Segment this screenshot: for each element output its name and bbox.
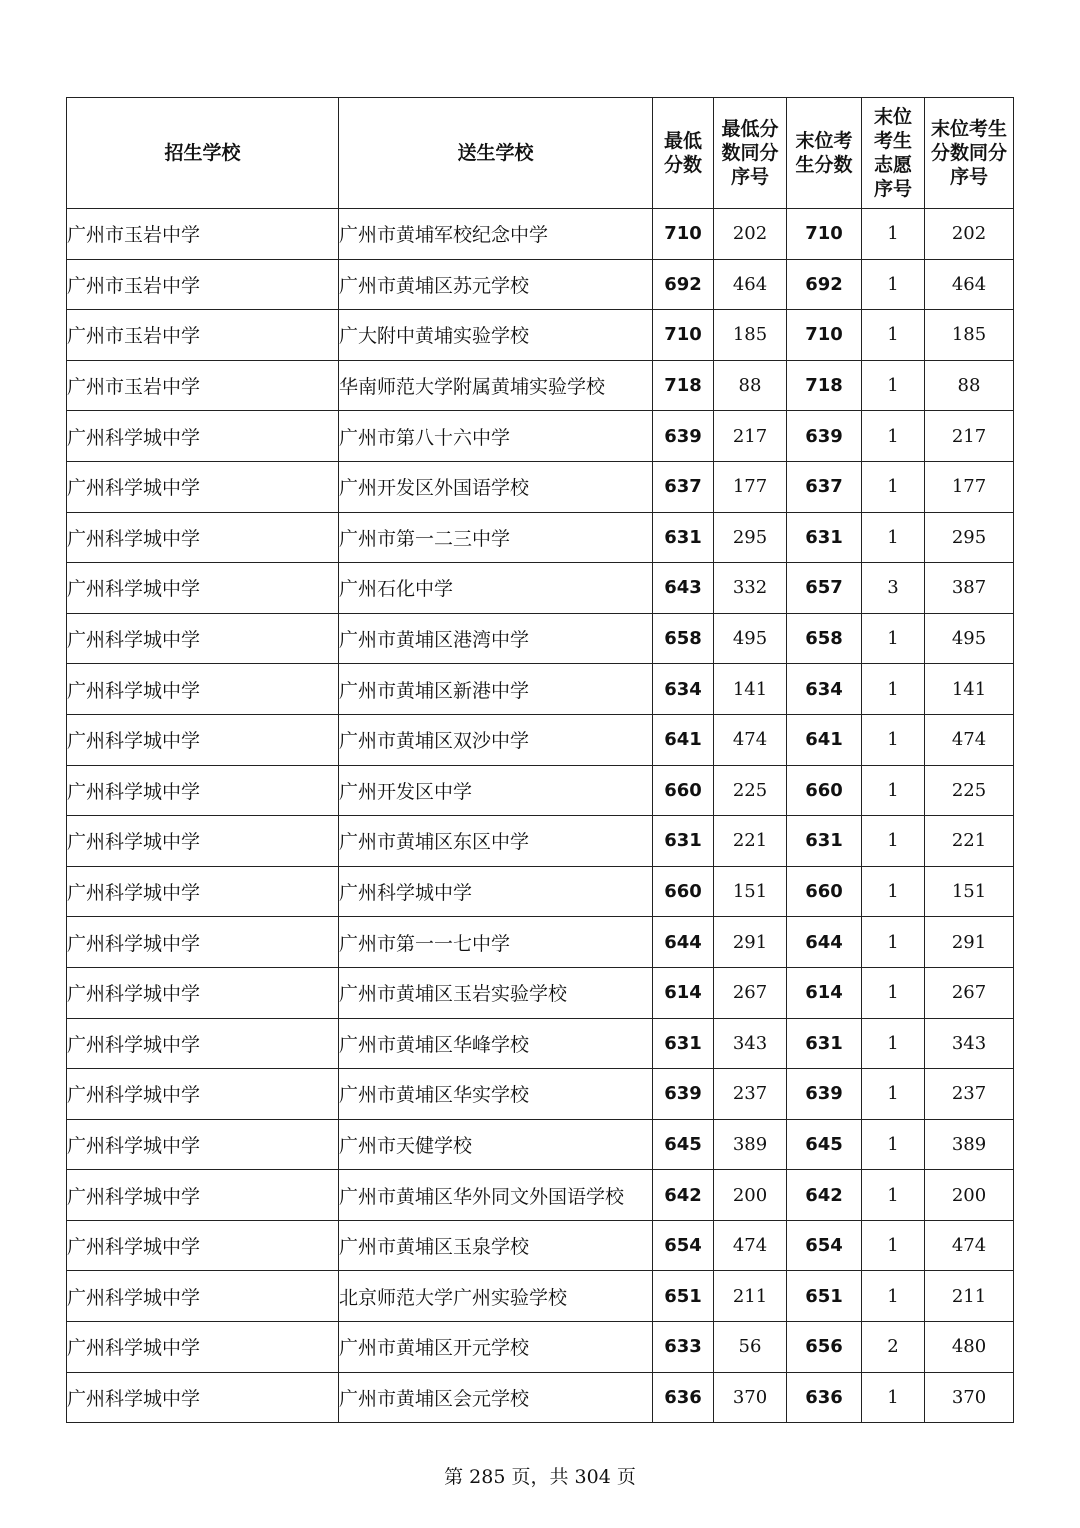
preference-rank-cell: 1 <box>862 1018 925 1069</box>
last-student-score-cell: 637 <box>787 461 862 512</box>
preference-rank-cell: 1 <box>862 259 925 310</box>
header-last-student-tie-rank: 末位考生 分数同分 序号 <box>925 98 1014 209</box>
table-row <box>67 866 1014 917</box>
min-score-tie-rank-cell: 177 <box>714 461 787 512</box>
min-score-cell: 645 <box>653 1119 714 1170</box>
last-student-score-cell: 718 <box>787 360 862 411</box>
last-student-score-cell: 634 <box>787 664 862 715</box>
enrolling-school-cell: 广州科学城中学 <box>67 1271 339 1322</box>
preference-rank-cell: 2 <box>862 1322 925 1373</box>
min-score-cell: 643 <box>653 563 714 614</box>
min-score-cell: 633 <box>653 1322 714 1373</box>
min-score-cell: 654 <box>653 1220 714 1271</box>
preference-rank-cell: 1 <box>862 816 925 867</box>
table-row <box>67 1372 1014 1423</box>
table-row <box>67 411 1014 462</box>
table-row <box>67 1271 1014 1322</box>
min-score-cell: 639 <box>653 411 714 462</box>
enrolling-school-cell: 广州科学城中学 <box>67 411 339 462</box>
table-row <box>67 765 1014 816</box>
min-score-cell: 637 <box>653 461 714 512</box>
last-student-tie-rank-cell: 343 <box>925 1018 1014 1069</box>
sending-school-cell: 广州市黄埔军校纪念中学 <box>339 209 653 260</box>
preference-rank-cell: 1 <box>862 310 925 361</box>
enrolling-school-cell: 广州市玉岩中学 <box>67 310 339 361</box>
last-student-tie-rank-cell: 221 <box>925 816 1014 867</box>
last-student-tie-rank-cell: 495 <box>925 613 1014 664</box>
table-row <box>67 967 1014 1018</box>
sending-school-cell: 广州市黄埔区东区中学 <box>339 816 653 867</box>
last-student-score-cell: 710 <box>787 209 862 260</box>
table-row <box>67 917 1014 968</box>
last-student-tie-rank-cell: 474 <box>925 714 1014 765</box>
sending-school-cell: 广州市黄埔区港湾中学 <box>339 613 653 664</box>
preference-rank-cell: 1 <box>862 209 925 260</box>
sending-school-cell: 广州市黄埔区新港中学 <box>339 664 653 715</box>
enrolling-school-cell: 广州科学城中学 <box>67 1170 339 1221</box>
last-student-tie-rank-cell: 389 <box>925 1119 1014 1170</box>
preference-rank-cell: 1 <box>862 360 925 411</box>
min-score-tie-rank-cell: 267 <box>714 967 787 1018</box>
min-score-tie-rank-cell: 202 <box>714 209 787 260</box>
last-student-score-cell: 660 <box>787 765 862 816</box>
preference-rank-cell: 1 <box>862 1372 925 1423</box>
min-score-cell: 710 <box>653 310 714 361</box>
header-enrolling-school: 招生学校 <box>67 98 339 209</box>
enrolling-school-cell: 广州科学城中学 <box>67 866 339 917</box>
min-score-tie-rank-cell: 495 <box>714 613 787 664</box>
preference-rank-cell: 1 <box>862 461 925 512</box>
min-score-tie-rank-cell: 332 <box>714 563 787 614</box>
last-student-score-cell: 710 <box>787 310 862 361</box>
sending-school-cell: 广州市黄埔区华实学校 <box>339 1069 653 1120</box>
table-row <box>67 714 1014 765</box>
last-student-score-cell: 639 <box>787 1069 862 1120</box>
min-score-tie-rank-cell: 389 <box>714 1119 787 1170</box>
last-student-score-cell: 644 <box>787 917 862 968</box>
sending-school-cell: 华南师范大学附属黄埔实验学校 <box>339 360 653 411</box>
last-student-score-cell: 656 <box>787 1322 862 1373</box>
table-row <box>67 360 1014 411</box>
preference-rank-cell: 1 <box>862 1069 925 1120</box>
header-min-score-tie-rank: 最低分 数同分 序号 <box>714 98 787 209</box>
last-student-tie-rank-cell: 177 <box>925 461 1014 512</box>
table-row <box>67 613 1014 664</box>
table-row <box>67 259 1014 310</box>
enrolling-school-cell: 广州科学城中学 <box>67 1018 339 1069</box>
enrolling-school-cell: 广州科学城中学 <box>67 613 339 664</box>
enrolling-school-cell: 广州科学城中学 <box>67 1069 339 1120</box>
min-score-cell: 631 <box>653 512 714 563</box>
page-number-footer: 第 285 页，共 304 页 <box>444 1466 636 1488</box>
sending-school-cell: 北京师范大学广州实验学校 <box>339 1271 653 1322</box>
preference-rank-cell: 1 <box>862 714 925 765</box>
table-row <box>67 816 1014 867</box>
table-body <box>67 209 1014 1423</box>
preference-rank-cell: 1 <box>862 1220 925 1271</box>
preference-rank-cell: 1 <box>862 765 925 816</box>
min-score-tie-rank-cell: 474 <box>714 1220 787 1271</box>
last-student-tie-rank-cell: 225 <box>925 765 1014 816</box>
header-last-student-score: 末位考 生分数 <box>787 98 862 209</box>
table-row <box>67 1220 1014 1271</box>
min-score-tie-rank-cell: 141 <box>714 664 787 715</box>
enrolling-school-cell: 广州科学城中学 <box>67 816 339 867</box>
last-student-tie-rank-cell: 200 <box>925 1170 1014 1221</box>
min-score-tie-rank-cell: 217 <box>714 411 787 462</box>
sending-school-cell: 广州科学城中学 <box>339 866 653 917</box>
last-student-tie-rank-cell: 295 <box>925 512 1014 563</box>
table-row <box>67 310 1014 361</box>
sending-school-cell: 广州市黄埔区开元学校 <box>339 1322 653 1373</box>
min-score-tie-rank-cell: 291 <box>714 917 787 968</box>
min-score-cell: 639 <box>653 1069 714 1120</box>
last-student-score-cell: 639 <box>787 411 862 462</box>
table-row <box>67 1018 1014 1069</box>
min-score-cell: 658 <box>653 613 714 664</box>
last-student-score-cell: 651 <box>787 1271 862 1322</box>
table-row <box>67 209 1014 260</box>
enrolling-school-cell: 广州科学城中学 <box>67 664 339 715</box>
enrolling-school-cell: 广州科学城中学 <box>67 512 339 563</box>
preference-rank-cell: 1 <box>862 967 925 1018</box>
sending-school-cell: 广州市第一一七中学 <box>339 917 653 968</box>
enrolling-school-cell: 广州科学城中学 <box>67 1119 339 1170</box>
sending-school-cell: 广州市黄埔区玉岩实验学校 <box>339 967 653 1018</box>
sending-school-cell: 广州市黄埔区苏元学校 <box>339 259 653 310</box>
preference-rank-cell: 1 <box>862 1170 925 1221</box>
last-student-tie-rank-cell: 464 <box>925 259 1014 310</box>
min-score-cell: 614 <box>653 967 714 1018</box>
enrolling-school-cell: 广州科学城中学 <box>67 917 339 968</box>
min-score-cell: 642 <box>653 1170 714 1221</box>
enrolling-school-cell: 广州科学城中学 <box>67 714 339 765</box>
last-student-score-cell: 654 <box>787 1220 862 1271</box>
table-row <box>67 1322 1014 1373</box>
last-student-score-cell: 614 <box>787 967 862 1018</box>
min-score-cell: 651 <box>653 1271 714 1322</box>
min-score-cell: 660 <box>653 866 714 917</box>
last-student-score-cell: 636 <box>787 1372 862 1423</box>
enrolling-school-cell: 广州科学城中学 <box>67 461 339 512</box>
table-row <box>67 1069 1014 1120</box>
min-score-cell: 692 <box>653 259 714 310</box>
min-score-tie-rank-cell: 221 <box>714 816 787 867</box>
enrolling-school-cell: 广州科学城中学 <box>67 967 339 1018</box>
last-student-score-cell: 657 <box>787 563 862 614</box>
enrolling-school-cell: 广州市玉岩中学 <box>67 360 339 411</box>
last-student-tie-rank-cell: 370 <box>925 1372 1014 1423</box>
enrolling-school-cell: 广州科学城中学 <box>67 1322 339 1373</box>
last-student-score-cell: 631 <box>787 512 862 563</box>
min-score-cell: 636 <box>653 1372 714 1423</box>
min-score-cell: 644 <box>653 917 714 968</box>
last-student-score-cell: 660 <box>787 866 862 917</box>
sending-school-cell: 广州开发区中学 <box>339 765 653 816</box>
min-score-cell: 641 <box>653 714 714 765</box>
table-header-row <box>67 98 1014 209</box>
sending-school-cell: 广州市黄埔区华峰学校 <box>339 1018 653 1069</box>
sending-school-cell: 广州市黄埔区双沙中学 <box>339 714 653 765</box>
enrolling-school-cell: 广州科学城中学 <box>67 1220 339 1271</box>
last-student-score-cell: 645 <box>787 1119 862 1170</box>
sending-school-cell: 广州市天健学校 <box>339 1119 653 1170</box>
min-score-cell: 710 <box>653 209 714 260</box>
enrolling-school-cell: 广州科学城中学 <box>67 765 339 816</box>
header-last-student-preference-rank: 末位 考生 志愿 序号 <box>862 98 925 209</box>
last-student-score-cell: 631 <box>787 816 862 867</box>
last-student-score-cell: 658 <box>787 613 862 664</box>
enrolling-school-cell: 广州市玉岩中学 <box>67 209 339 260</box>
table-row <box>67 461 1014 512</box>
preference-rank-cell: 1 <box>862 613 925 664</box>
min-score-tie-rank-cell: 185 <box>714 310 787 361</box>
min-score-tie-rank-cell: 343 <box>714 1018 787 1069</box>
last-student-tie-rank-cell: 480 <box>925 1322 1014 1373</box>
min-score-tie-rank-cell: 464 <box>714 259 787 310</box>
min-score-tie-rank-cell: 370 <box>714 1372 787 1423</box>
enrolling-school-cell: 广州市玉岩中学 <box>67 259 339 310</box>
min-score-tie-rank-cell: 56 <box>714 1322 787 1373</box>
sending-school-cell: 广州市黄埔区华外同文外国语学校 <box>339 1170 653 1221</box>
preference-rank-cell: 1 <box>862 866 925 917</box>
last-student-tie-rank-cell: 151 <box>925 866 1014 917</box>
table-row <box>67 1170 1014 1221</box>
sending-school-cell: 广州开发区外国语学校 <box>339 461 653 512</box>
last-student-tie-rank-cell: 88 <box>925 360 1014 411</box>
last-student-score-cell: 692 <box>787 259 862 310</box>
last-student-tie-rank-cell: 217 <box>925 411 1014 462</box>
last-student-tie-rank-cell: 237 <box>925 1069 1014 1120</box>
sending-school-cell: 广州市第一二三中学 <box>339 512 653 563</box>
last-student-score-cell: 642 <box>787 1170 862 1221</box>
table-row <box>67 1119 1014 1170</box>
min-score-tie-rank-cell: 237 <box>714 1069 787 1120</box>
last-student-tie-rank-cell: 474 <box>925 1220 1014 1271</box>
min-score-cell: 718 <box>653 360 714 411</box>
last-student-tie-rank-cell: 267 <box>925 967 1014 1018</box>
enrolling-school-cell: 广州科学城中学 <box>67 1372 339 1423</box>
preference-rank-cell: 1 <box>862 917 925 968</box>
min-score-cell: 660 <box>653 765 714 816</box>
enrolling-school-cell: 广州科学城中学 <box>67 563 339 614</box>
preference-rank-cell: 1 <box>862 1119 925 1170</box>
preference-rank-cell: 1 <box>862 512 925 563</box>
min-score-cell: 631 <box>653 816 714 867</box>
sending-school-cell: 广州市黄埔区会元学校 <box>339 1372 653 1423</box>
min-score-cell: 631 <box>653 1018 714 1069</box>
table-row <box>67 664 1014 715</box>
preference-rank-cell: 1 <box>862 411 925 462</box>
last-student-score-cell: 631 <box>787 1018 862 1069</box>
preference-rank-cell: 1 <box>862 664 925 715</box>
min-score-tie-rank-cell: 200 <box>714 1170 787 1221</box>
min-score-tie-rank-cell: 151 <box>714 866 787 917</box>
preference-rank-cell: 1 <box>862 1271 925 1322</box>
sending-school-cell: 广大附中黄埔实验学校 <box>339 310 653 361</box>
sending-school-cell: 广州市第八十六中学 <box>339 411 653 462</box>
sending-school-cell: 广州石化中学 <box>339 563 653 614</box>
min-score-tie-rank-cell: 474 <box>714 714 787 765</box>
min-score-tie-rank-cell: 225 <box>714 765 787 816</box>
header-sending-school: 送生学校 <box>339 98 653 209</box>
header-min-score: 最低 分数 <box>653 98 714 209</box>
min-score-cell: 634 <box>653 664 714 715</box>
admission-score-table <box>66 97 1014 1423</box>
last-student-tie-rank-cell: 202 <box>925 209 1014 260</box>
last-student-tie-rank-cell: 141 <box>925 664 1014 715</box>
last-student-tie-rank-cell: 291 <box>925 917 1014 968</box>
min-score-tie-rank-cell: 295 <box>714 512 787 563</box>
preference-rank-cell: 3 <box>862 563 925 614</box>
last-student-tie-rank-cell: 211 <box>925 1271 1014 1322</box>
last-student-score-cell: 641 <box>787 714 862 765</box>
last-student-tie-rank-cell: 185 <box>925 310 1014 361</box>
min-score-tie-rank-cell: 211 <box>714 1271 787 1322</box>
table-row <box>67 512 1014 563</box>
min-score-tie-rank-cell: 88 <box>714 360 787 411</box>
table-row <box>67 563 1014 614</box>
last-student-tie-rank-cell: 387 <box>925 563 1014 614</box>
sending-school-cell: 广州市黄埔区玉泉学校 <box>339 1220 653 1271</box>
